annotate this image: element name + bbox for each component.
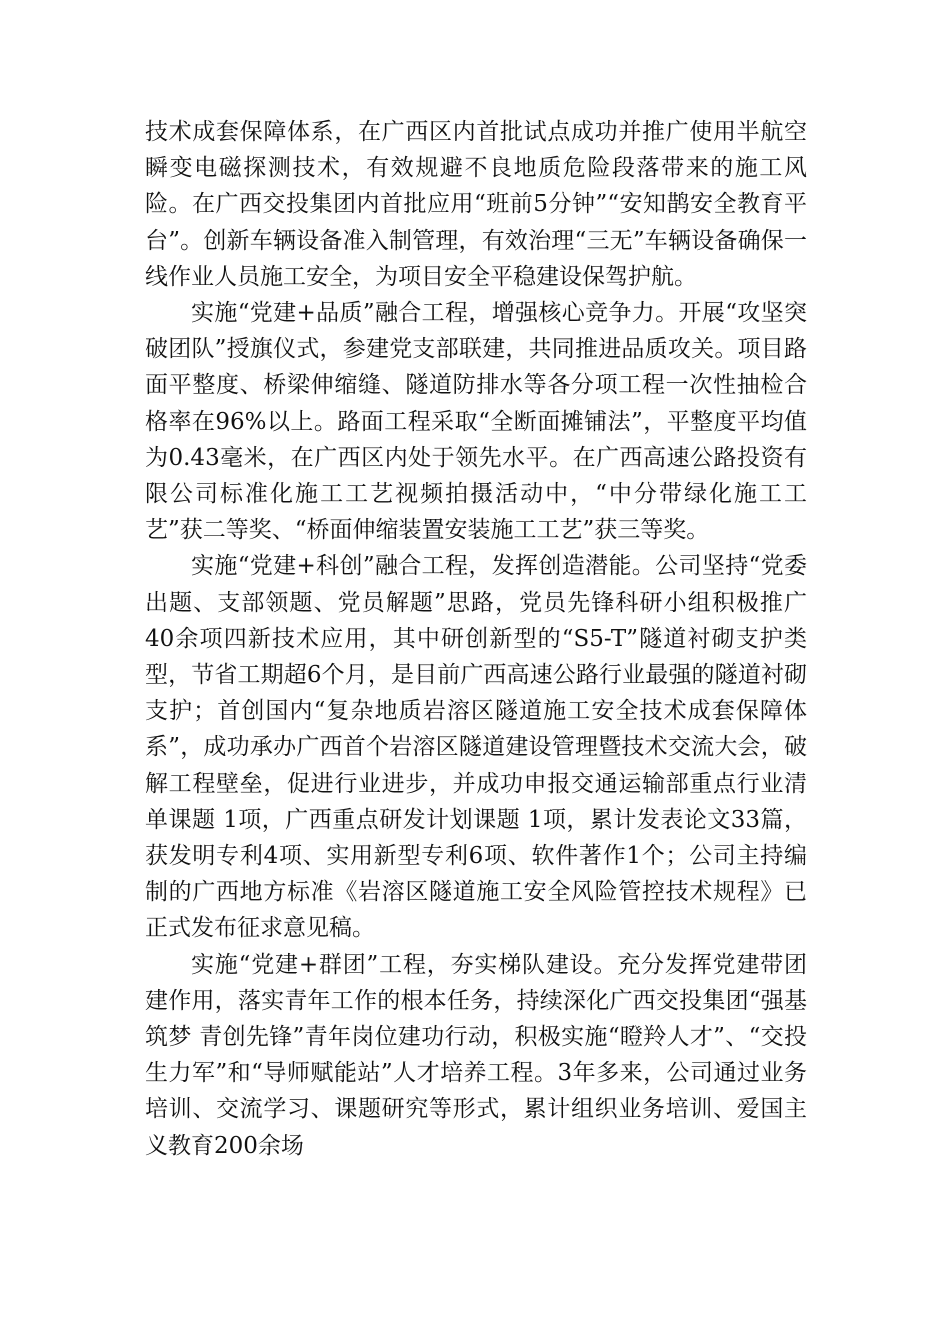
document-body xyxy=(145,114,807,1164)
paragraph-innovation: 实施“党建+科创”融合工程，发挥创造潜能。公司坚持“党委出题、支部领题、党员解题”思路，党员先锋科研小组积极推广40余项四新技术应用，其中研创新型的“S5-T”隧道衬砌支护类型，节省工期超6个月，是目前广西高速公路行业最强的隧道衬砌支护；首创国内“复杂地质岩溶区隧道施工安全技术成套保障体系”，成功承办广西首个岩溶区隧道建设管理暨技术交流大会，破解工程壁垒，促进行业进步，并成功申报交通运输部重点行业清单课题 1项，广西重点研发计划课题 1项，累计发表论文33篇，获发明专利4项、实用新型专利6项、软件著作1个；公司主持编制的广西地方标准《岩溶区隧道施工安全风险管控技术规程》已正式发布征求意见稿。 xyxy=(145,553,807,942)
paragraph-youth: 实施“党建+群团”工程，夯实梯队建设。充分发挥党建带团建作用，落实青年工作的根本任务，持续深化广西交投集团“强基筑梦 青创先锋”青年岗位建功行动，积极实施“瞪羚人才”、“交投生力军”和“导师赋能站”人才培养工程。3年多来，公司通过业务培训、交流学习、课题研究等形式，累计组织业务培训、爱国主义教育200余场 xyxy=(145,951,807,1159)
paragraph-quality: 实施“党建+品质”融合工程，增强核心竞争力。开展“攻坚突破团队”授旗仪式，参建党支部联建，共同推进品质攻关。项目路面平整度、桥梁伸缩缝、隧道防排水等各分项工程一次性抽检合格率在96%以上。路面工程采取“全断面摊铺法”，平整度平均值为0.43毫米，在广西区内处于领先水平。在广西高速公路投资有限公司标准化施工工艺视频拍摄活动中，“中分带绿化施工工艺”获二等奖、“桥面伸缩装置安装施工工艺”获三等奖。 xyxy=(145,300,807,544)
paragraph-safety-continuation: 技术成套保障体系，在广西区内首批试点成功并推广使用半航空瞬变电磁探测技术，有效规避不良地质危险段落带来的施工风险。在广西交投集团内首批应用“班前5分钟”“安知鹊安全教育平台”。创新车辆设备准入制管理，有效治理“三无”车辆设备确保一线作业人员施工安全，为项目安全平稳建设保驾护航。 xyxy=(145,119,807,290)
